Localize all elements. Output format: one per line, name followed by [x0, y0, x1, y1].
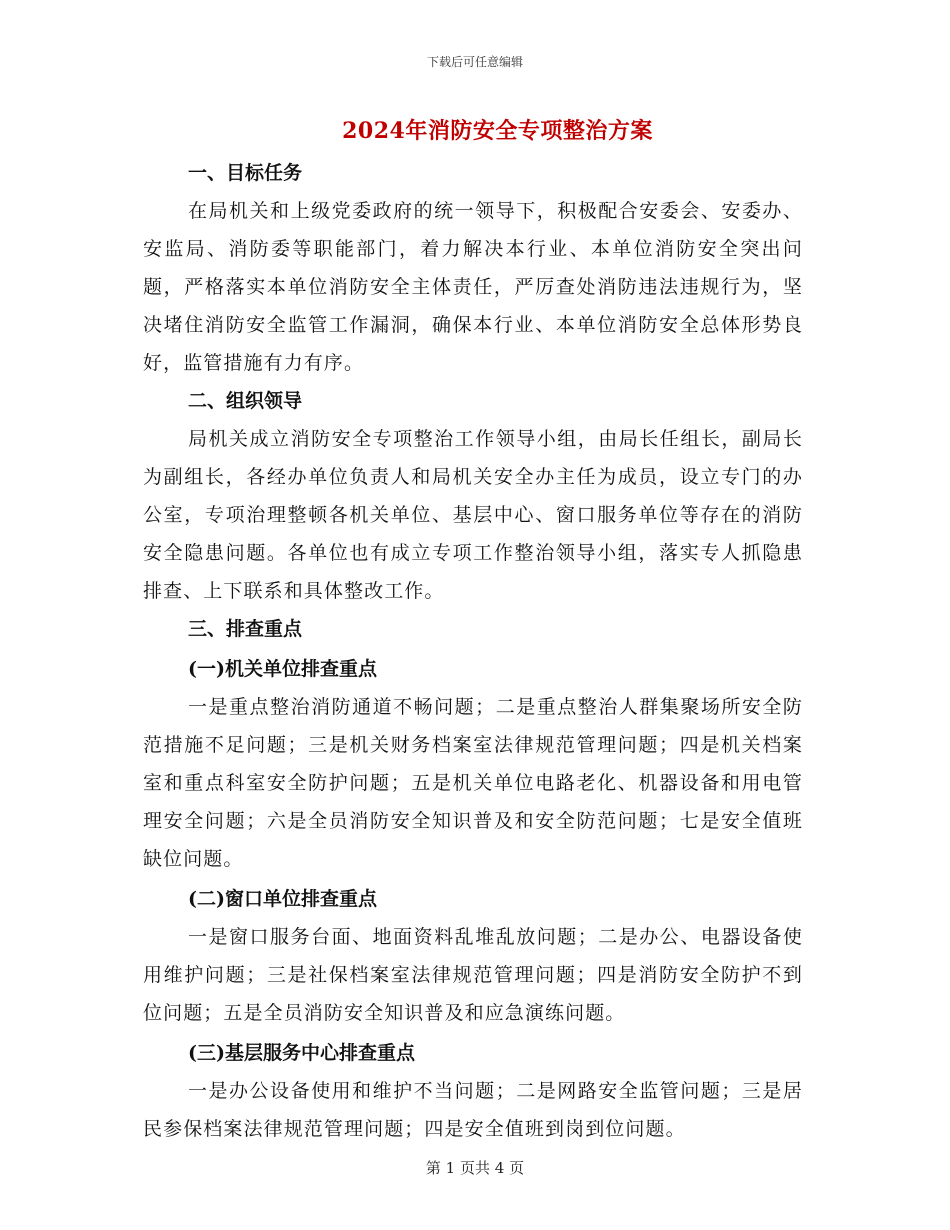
page-number: 第 1 页共 4 页	[425, 1159, 525, 1177]
section-heading-goals: 一、目标任务	[188, 162, 303, 184]
page-header: 下载后可任意编辑	[426, 55, 523, 69]
subsection-heading-grassroots: (三)基层服务中心排查重点	[188, 1042, 415, 1064]
section-paragraph-goals: 在局机关和上级党委政府的统一领导下，积极配合安委会、安委办、安监局、消防委等职能部门，着力解决本行业、本单位消防安全突出问题，严格落实本单位消防安全主体责任，严厉查处消防违法违规行为，坚决堵住消防安全监管工作漏洞，确保本行业、本单位消防安全总体形势良好，监管措施有力有序。	[143, 200, 803, 374]
document-body	[143, 154, 803, 1148]
subsection-paragraph-agencies: 一是重点整治消防通道不畅问题；二是重点整治人群集聚场所安全防范措施不足问题；三是机关财务档案室法律规范管理问题；四是机关档案室和重点科室安全防护问题；五是机关单位电路老化、机器设备和用电管理安全问题；六是全员消防安全知识普及和安全防范问题；七是安全值班缺位问题。	[143, 696, 803, 870]
section-paragraph-organization: 局机关成立消防安全专项整治工作领导小组，由局长任组长，副局长为副组长，各经办单位负责人和局机关安全办主任为成员，设立专门的办公室，专项治理整顿各机关单位、基层中心、窗口服务单位等存在的消防安全隐患问题。各单位也有成立专项工作整治领导小组，落实专人抓隐患排查、上下联系和具体整改工作。	[143, 428, 803, 602]
subsection-paragraph-windows: 一是窗口服务台面、地面资料乱堆乱放问题；二是办公、电器设备使用维护问题；三是社保档案室法律规范管理问题；四是消防安全防护不到位问题；五是全员消防安全知识普及和应急演练问题。	[143, 926, 803, 1024]
document-title: 2024年消防安全专项整治方案	[342, 118, 653, 144]
section-heading-inspection: 三、排查重点	[188, 618, 303, 640]
subsection-heading-windows: (二)窗口单位排查重点	[188, 888, 377, 910]
subsection-heading-agencies: (一)机关单位排查重点	[188, 658, 377, 680]
subsection-paragraph-grassroots: 一是办公设备使用和维护不当问题；二是网路安全监管问题；三是居民参保档案法律规范管理问题；四是安全值班到岗到位问题。	[143, 1080, 803, 1140]
section-heading-organization: 二、组织领导	[188, 390, 303, 412]
